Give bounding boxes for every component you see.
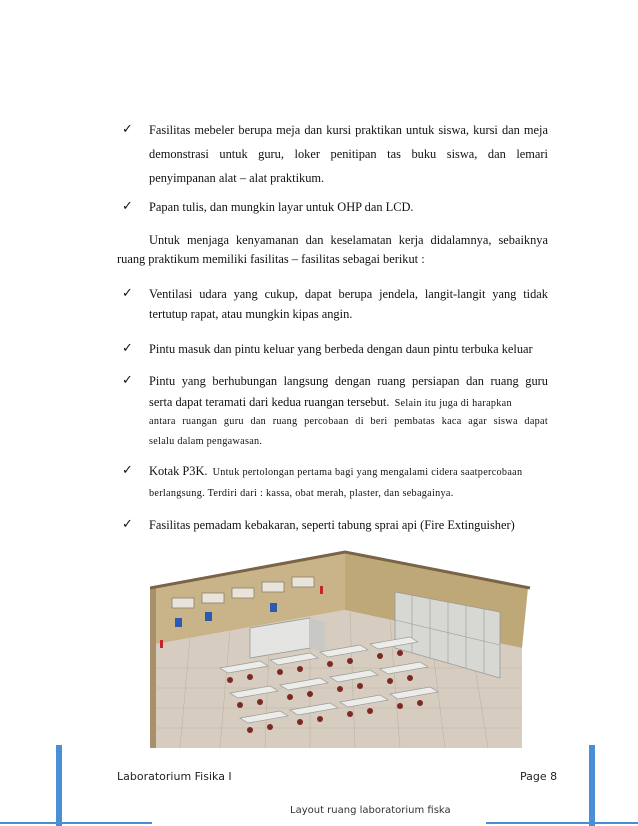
bullet-text-small: Untuk pertolongan pertama bagi yang mengalami cidera saatpercobaan <box>212 467 523 478</box>
footer-right-rule <box>486 822 638 824</box>
bullet-text-small: Selain itu juga di harapkan <box>394 398 512 409</box>
checkmark-icon: ✓ <box>122 517 133 532</box>
paragraph-line: Untuk menjaga kenyamanan dan keselamatan kerja didalamnya, sebaiknya <box>149 233 548 247</box>
bullet-text-main: Kotak P3K. <box>149 464 208 478</box>
checkmark-icon: ✓ <box>122 463 133 478</box>
bullet-text-line: Fasilitas pemadam kebakaran, seperti tabung sprai api (Fire Extinguisher) <box>149 518 515 532</box>
checkmark-icon: ✓ <box>122 341 133 356</box>
bullet-text-line: tertutup rapat, atau mungkin kipas angin. <box>149 307 353 321</box>
checkmark-icon: ✓ <box>122 122 133 137</box>
bullet-text-line: Pintu masuk dan pintu keluar yang berbeda dengan daun pintu terbuka keluar <box>149 342 533 356</box>
bullet-text-line <box>149 394 548 412</box>
footer-right-bar <box>589 745 595 826</box>
footer-left-rule <box>0 822 152 824</box>
paragraph-line: ruang praktikum memiliki fasilitas – fasilitas sebagai berikut : <box>117 252 425 266</box>
checkmark-icon: ✓ <box>122 199 133 214</box>
footer-title: Laboratorium Fisika I <box>117 770 232 783</box>
bullet-text-line: demonstrasi untuk guru, loker penitipan tas buku siswa, dan lemari <box>149 147 548 161</box>
bullet-text-main: serta dapat teramati dari kedua ruangan tersebut. <box>149 395 390 409</box>
bullet-text-line: penyimpanan alat – alat praktikum. <box>149 171 325 185</box>
lab-layout-illustration <box>150 548 542 768</box>
image-caption: Layout ruang laboratorium fiska <box>290 805 451 816</box>
bullet-text-line: berlangsung. Terdiri dari : kassa, obat merah, plaster, dan sebagainya. <box>149 488 454 499</box>
footer-left-bar <box>56 745 62 826</box>
bullet-text-line: selalu dalam pengawasan. <box>149 436 263 447</box>
bullet-text-line: Pintu yang berhubungan langsung dengan ruang persiapan dan ruang guru <box>149 374 548 388</box>
bullet-text-line: Ventilasi udara yang cukup, dapat berupa jendela, langit-langit yang tidak <box>149 287 548 301</box>
bullet-text-line: Fasilitas mebeler berupa meja dan kursi praktikan untuk siswa, kursi dan meja <box>149 123 548 137</box>
bullet-text-line: antara ruangan guru dan ruang percobaan di beri pembatas kaca agar siswa dapat <box>149 416 548 427</box>
page-number: Page 8 <box>520 770 558 783</box>
checkmark-icon: ✓ <box>122 373 133 388</box>
checkmark-icon: ✓ <box>122 286 133 301</box>
bullet-text-line: Papan tulis, dan mungkin layar untuk OHP dan LCD. <box>149 200 414 214</box>
lab-layout-image <box>150 548 542 768</box>
bullet-text-line <box>149 463 548 481</box>
